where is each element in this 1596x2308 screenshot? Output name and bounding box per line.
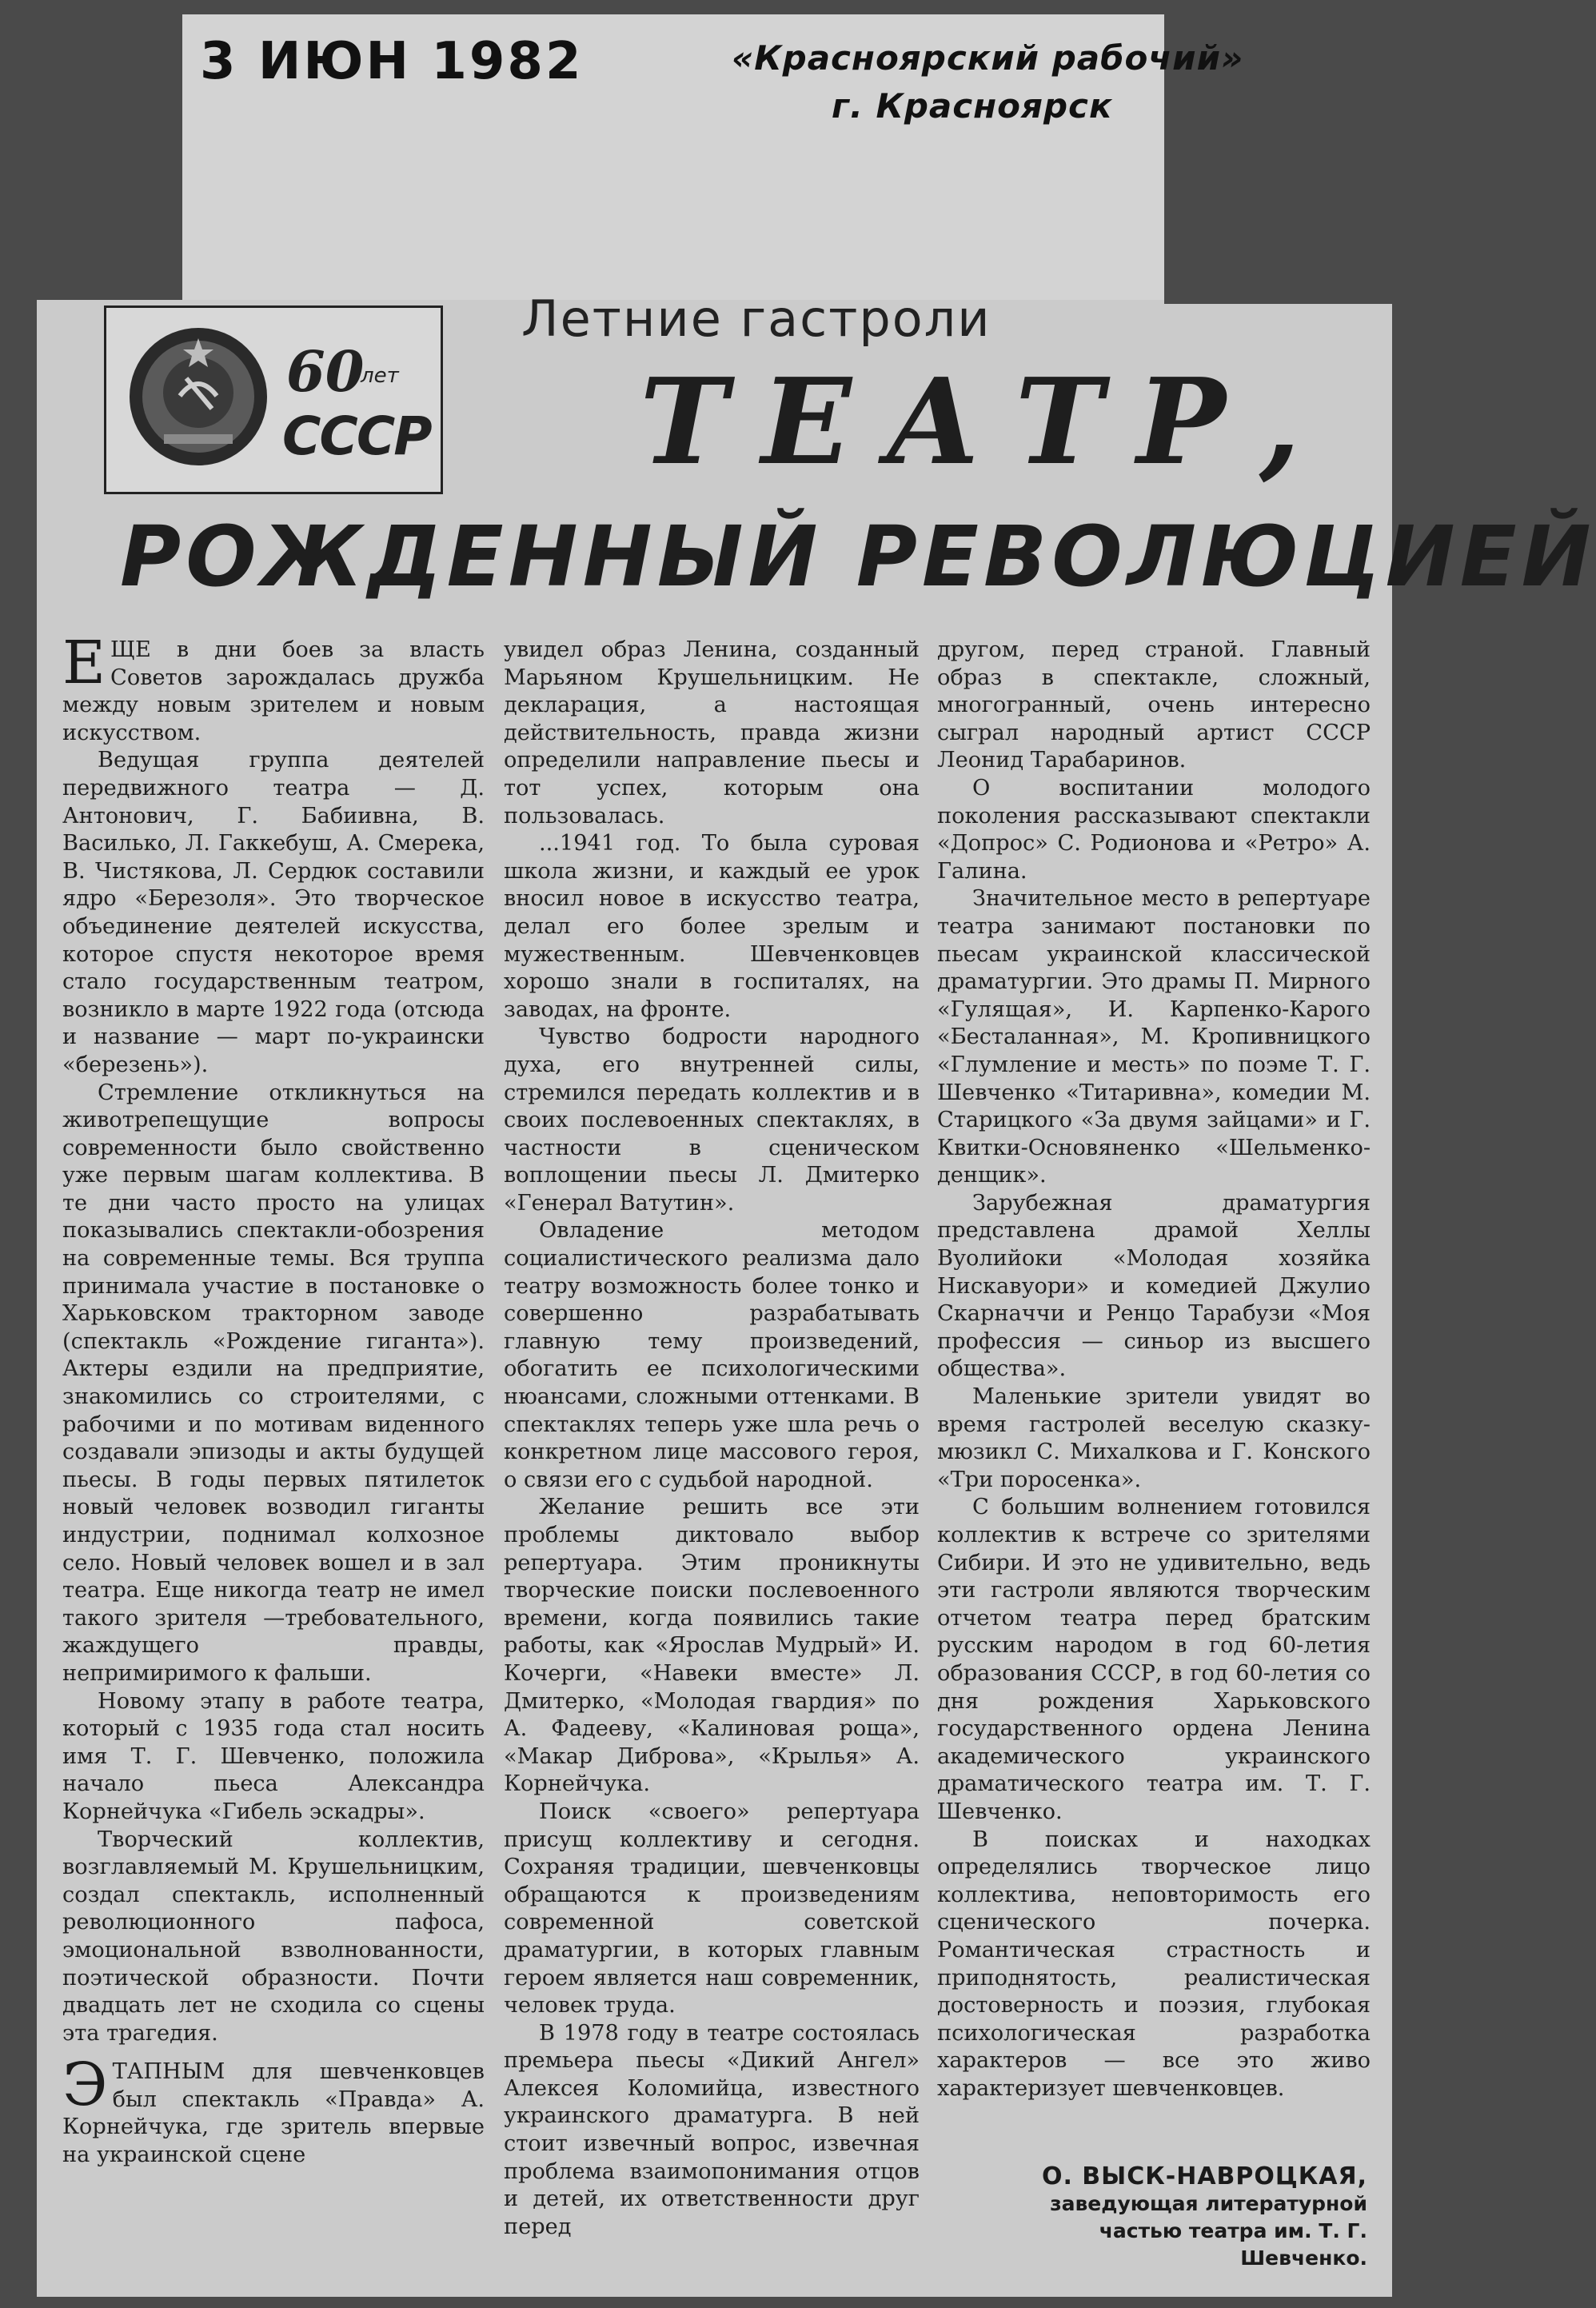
paragraph: С большим волнением готовился коллектив к встрече со зрителями Сибири. И это не удивительно, ведь эти гастроли являются творческим отчетом театра перед братским русским народом в год 60-летия образования СССР, в год 60-летия со дня рождения Харьковского государственного ордена Ленина академического украинского драматического театра им. Т. Г. Шевченко. bbox=[937, 1495, 1371, 1824]
paragraph: ЭТАПНЫМ для шевченковцев был спектакль «Правда» А. Корнейчука, где зритель впервые на украинской сцене bbox=[62, 2050, 485, 2168]
author-name: О. ВЫСК-НАВРОЦКАЯ, bbox=[1041, 2162, 1367, 2190]
paragraph: Маленькие зрители увидят во время гастролей веселую сказку-мюзикл С. Михалкова и Г. Конского «Три поросенка». bbox=[937, 1384, 1371, 1492]
paragraph: другом, перед страной. Главный образ в спектакле, сложный, многогранный, очень интересно сыграл народный артист СССР Леонид Тарабаринов. bbox=[937, 637, 1371, 773]
paragraph: ЕЩЕ в дни боев за власть Советов зарождалась дружба между новым зрителем и новым искусством. bbox=[62, 629, 485, 745]
paragraph: ...1941 год. То была суровая школа жизни, и каждый ее урок вносил новое в искусство театра, делал его более зрелым и мужественным. Шевченковцев хорошо знали в госпиталях, на заводах, на фронте. bbox=[504, 831, 920, 1022]
article-column-2 bbox=[504, 637, 920, 2260]
paragraph: В 1978 году в театре состоялась премьера пьесы «Дикий Ангел» Алексея Коломийца, известного украинского драматурга. В ней стоит извечный вопрос, извечная проблема взаимопонимания отцов и детей, их ответственности друг перед bbox=[504, 2020, 920, 2239]
stamp-city: г. Красноярск bbox=[832, 86, 1113, 126]
paragraph: Ведущая группа деятелей передвижного театра — Д. Антонович, Г. Бабиивна, В. Василько, Л. Гаккебуш, А. Смерека, В. Чистякова, Л. Сердюк составили ядро «Березоля». Это творческое объединение деятелей искусства, которое спустя некоторое время стало государственным театром, возникло в марте 1922 года (отсюда и название — март по-украински «березень»). bbox=[62, 748, 485, 1077]
paragraph: Зарубежная драматургия представлена драмой Хеллы Вуолийоки «Молодая хозяйка Нискавуори» и комедией Джулио Скарначчи и Ренцо Тарабузи «Моя профессия — синьор из высшего общества». bbox=[937, 1190, 1371, 1382]
paragraph: Овладение методом социалистического реализма дало театру возможность более тонко и совершенно разрабатывать главную тему произведений, обогатить ее психологическими нюансами, сложными оттенками. В спектаклях теперь уже шла речь о конкретном лице массового героя, о связи его с судьбой народной. bbox=[504, 1218, 920, 1492]
paragraph: О воспитании молодого поколения рассказывают спектакли «Допрос» С. Родионова и «Ретро» А. Галина. bbox=[937, 775, 1371, 884]
emblem-number: 60 bbox=[286, 338, 365, 405]
paragraph: Желание решить все эти проблемы диктовало выбор репертуара. Этим проникнуты творческие поиски послевоенного времени, когда появились такие работы, как «Ярослав Мудрый» И. Кочерги, «Навеки вместе» Л. Дмитерко, «Молодая гвардия» по А. Фадееву, «Калиновая роща», «Макар Диброва», «Крылья» А. Корнейчука. bbox=[504, 1495, 920, 1797]
paragraph: Значительное место в репертуаре театра занимают постановки по пьесам украинской классической драматургии. Это драмы П. Мирного «Гулящая», И. Карпенко-Карого «Бесталанная», М. Кропивницкого «Глумление и месть» по поэме Т. Г. Шевченко «Титаривна», комедии М. Старицкого «За двумя зайцами» и Г. Квитки-Основяненко «Шельменко-денщик». bbox=[937, 886, 1371, 1188]
paragraph: В поисках и находках определялись творческое лицо коллектива, неповторимость его сценического почерка. Романтическая страстность и приподнятость, реалистическая достоверность и поэзия, глубокая психологическая разработка характеров — все это живо характеризует шевченковцев. bbox=[937, 1827, 1371, 2101]
author-role: заведующая литературной частью театра им. Т. Г. Шевченко. bbox=[1050, 2192, 1367, 2270]
drop-cap: Э bbox=[62, 2050, 108, 2120]
paragraph: Творческий коллектив, возглавляемый М. Крушельницким, создал спектакль, исполненный революционного пафоса, эмоциональной взволнованности, поэтической образности. Почти двадцать лет не сходила со сцены эта трагедия. bbox=[62, 1827, 485, 2046]
author-signature bbox=[992, 2162, 1367, 2272]
stamp-newspaper-name: «Красноярский рабочий» bbox=[732, 38, 1244, 78]
state-emblem-icon bbox=[124, 322, 273, 471]
emblem-ussr: СССР bbox=[282, 405, 431, 467]
headline-line-2: РОЖДЕННЫЙ РЕВОЛЮЦИЕЙ bbox=[120, 508, 1596, 605]
article-column-1 bbox=[62, 629, 485, 2260]
emblem-let: лет bbox=[361, 364, 399, 388]
ussr-60-emblem bbox=[104, 305, 443, 494]
paragraph: Новому этапу в работе театра, который с 1935 года стал носить имя Т. Г. Шевченко, положила начало пьеса Александра Корнейчука «Гибель эскадры». bbox=[62, 1688, 485, 1824]
article-column-3 bbox=[937, 637, 1371, 2156]
headline-line-1: ТЕАТР, bbox=[640, 352, 1335, 491]
paragraph: Поиск «своего» репертуара присущ коллективу и сегодня. Сохраняя традиции, шевченковцы обращаются к произведениям современной советской драматургии, в которых главным героем является наш современник, человек труда. bbox=[504, 1799, 920, 2019]
paragraph: увидел образ Ленина, созданный Марьяном Крушельницким. Не декларация, а настоящая действительность, правда жизни определили направление пьесы и тот успех, которым она пользовалась. bbox=[504, 637, 920, 829]
paragraph: Чувство бодрости народного духа, его внутренней силы, стремился передать коллектив и в своих послевоенных спектаклях, в частности в сценическом воплощении пьесы Л. Дмитерко «Генерал Ватутин». bbox=[504, 1024, 920, 1216]
stamp-date: 3 ИЮН 1982 bbox=[200, 32, 584, 91]
paragraph: Стремление откликнуться на животрепещущие вопросы современности было свойственно уже первым шагам коллектива. В те дни часто просто на улицах показывались спектакли-обозрения на современные темы. Вся труппа принимала участие в постановке о Харьковском тракторном заводе (спектакль «Рождение гиганта»). Актеры ездили на предприятие, знакомились со строителями, с рабочими и по мотивам виденного создавали эпизоды и акты будущей пьесы. В годы первых пятилеток новый человек возводил гиганты индустрии, поднимал колхозное село. Новый человек вошел и в зал театра. Еще никогда театр не имел такого зрителя —требовательного, жаждущего правды, непримиримого к фальши. bbox=[62, 1080, 485, 1686]
rubric: Летние гастроли bbox=[521, 289, 992, 348]
drop-cap: Е bbox=[62, 629, 106, 697]
